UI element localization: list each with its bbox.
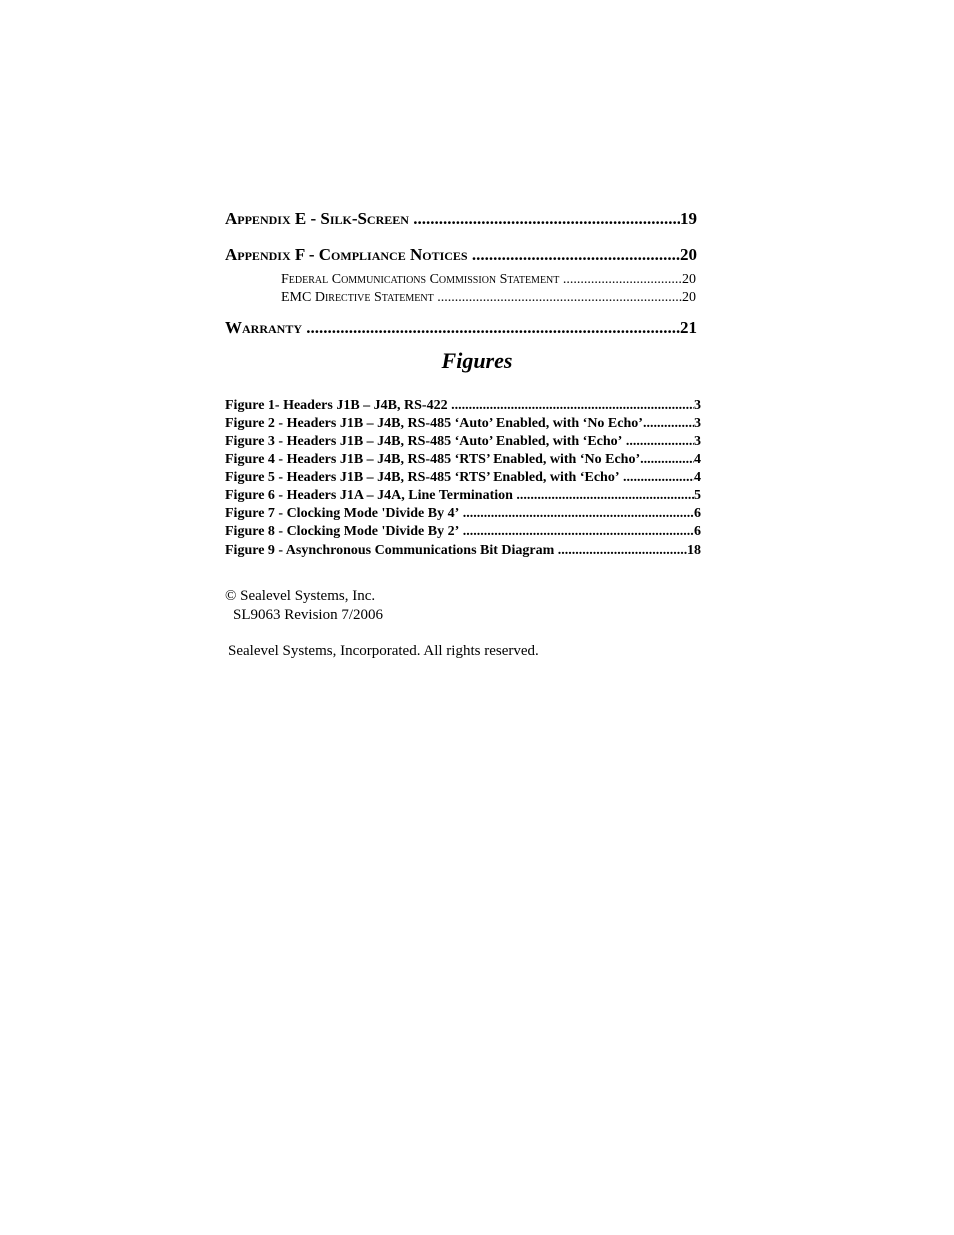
- toc-leader-dots: [559, 271, 682, 288]
- toc-leader-dots: [434, 289, 682, 306]
- figure-entry-page: 4: [694, 452, 701, 467]
- figure-entry-1[interactable]: [225, 397, 701, 414]
- toc-entry-page: 20: [682, 290, 696, 305]
- figure-entry-label: Figure 5 - Headers J1B – J4B, RS-485 ‘RTS’ Enabled, with ‘Echo’: [225, 470, 620, 485]
- toc-leader-dots: [302, 317, 680, 339]
- figure-entry-page: 6: [694, 524, 701, 539]
- figure-entry-4[interactable]: [225, 451, 701, 468]
- toc-leader-dots: [468, 244, 680, 266]
- figure-entry-page: 18: [687, 543, 701, 558]
- figure-entry-label: Figure 2 - Headers J1B – J4B, RS-485 ‘Auto’ Enabled, with ‘No Echo’: [225, 416, 643, 431]
- figure-entry-page: 6: [694, 506, 701, 521]
- toc-leader-dots: [622, 433, 694, 450]
- figure-entry-page: 3: [694, 416, 701, 431]
- toc-entry-label: Appendix F - Compliance Notices: [225, 245, 468, 264]
- figure-entry-2[interactable]: [225, 415, 701, 432]
- toc-entry-page: 20: [680, 245, 697, 264]
- figure-entry-label: Figure 1- Headers J1B – J4B, RS-422: [225, 398, 448, 413]
- toc-entry-emc-statement[interactable]: [281, 289, 696, 306]
- figure-entry-page: 5: [694, 488, 701, 503]
- toc-entry-label: Federal Communications Commission Statement: [281, 272, 560, 287]
- figure-entry-page: 3: [694, 434, 701, 449]
- toc-leader-dots: [620, 469, 694, 486]
- figure-entry-page: 3: [694, 398, 701, 413]
- toc-leader-dots: [459, 505, 694, 522]
- toc-entry-appendix-e[interactable]: [225, 208, 697, 230]
- toc-leader-dots: [643, 415, 694, 432]
- figure-entry-9[interactable]: [225, 542, 701, 559]
- toc-entry-page: 20: [682, 272, 696, 287]
- figure-entry-label: Figure 6 - Headers J1A – J4A, Line Termination: [225, 488, 513, 503]
- figure-entry-6[interactable]: [225, 487, 701, 504]
- rights-text: Sealevel Systems, Incorporated. All rights reserved.: [228, 643, 539, 659]
- toc-leader-dots: [459, 523, 694, 540]
- toc-entry-page: 21: [680, 318, 697, 337]
- toc-entry-page: 19: [680, 209, 697, 228]
- copyright-text: © Sealevel Systems, Inc.: [225, 588, 376, 604]
- toc-entry-appendix-f[interactable]: [225, 244, 697, 266]
- figure-entry-label: Figure 3 - Headers J1B – J4B, RS-485 ‘Auto’ Enabled, with ‘Echo’: [225, 434, 623, 449]
- toc-entry-fcc-statement[interactable]: [281, 271, 696, 288]
- toc-entry-label: EMC Directive Statement: [281, 290, 434, 305]
- toc-leader-dots: [448, 397, 694, 414]
- toc-entry-warranty[interactable]: [225, 317, 697, 339]
- toc-leader-dots: [554, 542, 687, 559]
- figure-entry-5[interactable]: [225, 469, 701, 486]
- toc-entry-label: Appendix E - Silk-Screen: [225, 209, 409, 228]
- toc-entry-label: Warranty: [225, 318, 302, 337]
- figure-entry-label: Figure 8 - Clocking Mode 'Divide By 2’: [225, 524, 460, 539]
- toc-leader-dots: [409, 208, 680, 230]
- figure-entry-8[interactable]: [225, 523, 701, 540]
- revision-text: SL9063 Revision 7/2006: [233, 607, 384, 623]
- figure-entry-label: Figure 9 - Asynchronous Communications Bit Diagram: [225, 543, 555, 558]
- figure-entry-3[interactable]: [225, 433, 701, 450]
- figure-entry-label: Figure 7 - Clocking Mode 'Divide By 4’: [225, 506, 460, 521]
- toc-leader-dots: [513, 487, 694, 504]
- toc-leader-dots: [640, 451, 694, 468]
- figure-entry-label: Figure 4 - Headers J1B – J4B, RS-485 ‘RTS’ Enabled, with ‘No Echo’: [225, 452, 641, 467]
- figure-entry-7[interactable]: [225, 505, 701, 522]
- figure-entry-page: 4: [694, 470, 701, 485]
- figures-heading: Figures: [441, 348, 513, 373]
